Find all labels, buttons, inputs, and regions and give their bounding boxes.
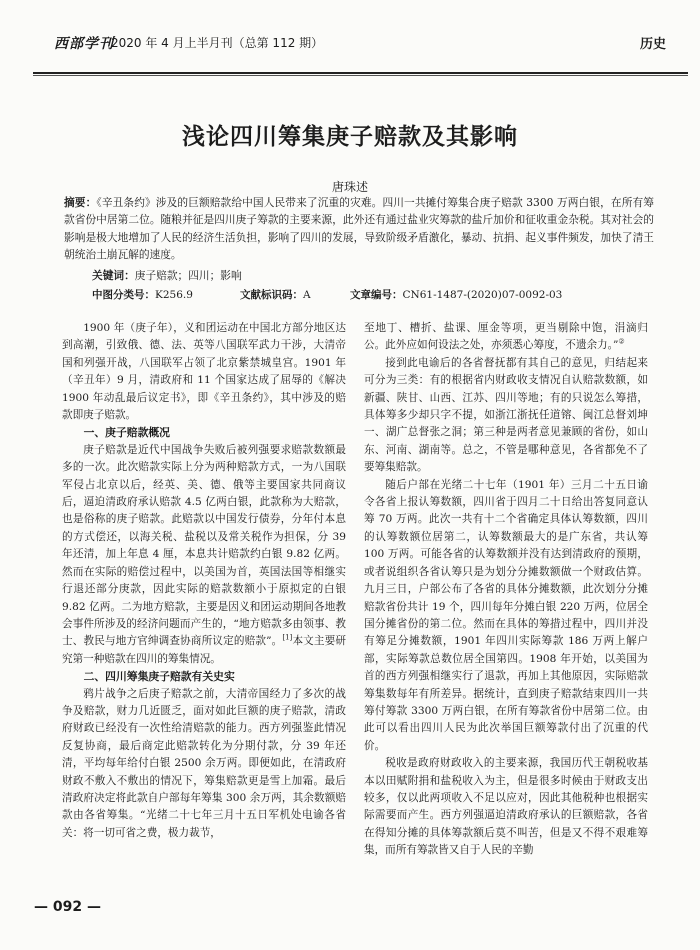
body-paragraph: 鸦片战争之后庚子赔款之前，大清帝国经力了多次的战争及赔款，财力几近匮乏，面对如此巨额的庚子赔款，清政府财政已经没有一次性给清赔款的能力。西方列强鉴此情况反复协商，最后商定此赔款转化为分期付款，分 39 年还清，平均每年给付白银 2500 余万两。即便如此，在清政府财政不敷入不敷出的情况下，筹集赔款更是雪上加霜。最后清政府决定将此款自户部每年筹集 300 余万两，其余数额赔款由各省筹集。“光绪二十七年三月十五日军机处电谕各省关：将一切可省之费，极力裁节，	[62, 687, 346, 839]
keywords	[92, 268, 242, 283]
document-code	[240, 287, 311, 302]
header-rule-thin	[33, 75, 688, 76]
journal-brand: 西部学刊	[54, 36, 114, 52]
abstract-text: 《辛丑条约》涉及的巨额赔款给中国人民带来了沉重的灾难。四川一共摊付筹集合庚子赔款 3300 万两白银，在所有筹款省份中居第二位。随粮并征是四川庚子筹款的主要来源，此外还有通过盐业灾筹款的盐斤加价和征收重金杂税。其对社会的影响是极大地增加了人民的经济生活负担，影响了四川的发展，导致阶级矛盾激化，暴动、抗捐、起义事件频发，加快了清王朝统治土崩瓦解的速度。	[64, 196, 654, 261]
clc-number	[92, 287, 193, 302]
section-heading-2: 二、四川筹集庚子赔款有关史实	[83, 670, 235, 684]
body-paragraph: 接到此电谕后的各省督抚都有其自己的意见，归结起来可分为三类：有的根据省内财政收支情况自认赔款数额，如新疆、陕甘、山西、江苏、四川等地；有的只说怎么筹措，具体筹多少却只字不提，如浙江浙抚任道镕、闽江总督刘坤一、湖广总督张之洞；第三种是两者意见兼顾的省份，如山东、河南、湖南等。总之，不管是哪种意见，各省都免不了要筹集赔款。	[364, 356, 648, 474]
body-paragraph: 庚子赔款是近代中国战争失败后被列强要求赔款数额最多的一次。此次赔款实际上分为两种赔款方式，一为八国联军侵占北京以后，经英、美、德、俄等主要国家共同商议后，逼迫清政府承认赔款 4.5 亿两白银，此款称为大赔款，也是俗称的庚子赔款。此赔款以中国发行债券，分年付本息的方式偿还，以海关税、盐税以及常关税作为担保，分 39 年还清，加上年息 4 厘，本息共计赔款约白银 9.82 亿两。然而在实际的赔偿过程中，以美国为首，英国法国等相继实行退还部分庚款，因此实际的赔款数额小于原拟定的白银 9.82 亿两。二为地方赔款，主要是因义和团运动期间各地教会事件所涉及的经济问题而产生的，“地方赔款多由领事、教士、教民与地方官绅调查协商所议定的赔款”。[1]本文主要研究第一种赔款在四川的筹集情况。	[62, 443, 346, 665]
abstract	[64, 194, 654, 263]
body-paragraph: 随后户部在光绪二十七年（1901 年）三月二十五日谕令各省上报认筹数额，四川省于四月二十日给出答复同意认筹 70 万两。此次一共有十二个省确定具体认筹数额，四川的认筹数额位居第二，认筹数额最大的是广东省，共认筹 100 万两。可能各省的认筹数额并没有达到清政府的预期，或者说组织各省认筹只是为划分分摊数额做一个财政估算。九月三日，户部公布了各省的具体分摊数额，此次划分分摊赔款省份共计 19 个，四川每年分摊白银 220 万两，位居全国分摊省份的第二位。然而在具体的筹措过程中，四川并没有筹足分摊数额，1901 年四川实际筹款 186 万两上解户部，实际筹款总数位居全国第四。1908 年开始，以美国为首的西方列强相继实行了退款，再加上其他原因，实际赔款筹集数每年有所差异。据统计，直到庚子赔款结束四川一共筹付筹款 3300 万两白银，在所有筹款省份中居第二位。由此可以看出四川人民为此次举国巨额筹款付出了沉重的代价。	[364, 478, 648, 752]
keywords-text: 庚子赔款；四川；影响	[134, 269, 242, 282]
body-column-right	[364, 320, 648, 860]
section-label: 历史	[639, 37, 666, 52]
page-number: — 092 —	[34, 899, 101, 915]
keywords-label: 关键词：	[92, 269, 135, 282]
section-heading-1: 一、庚子赔款概况	[83, 426, 170, 440]
article-author: 唐珠述	[331, 180, 368, 194]
article-number-value: CN61-1487-(2020)07-0092-03	[402, 289, 563, 301]
article-number	[350, 287, 562, 302]
citation-ref: [1]	[282, 633, 293, 642]
body-paragraph: 税收是政府财政收入的主要来源，我国历代王朝税收基本以田赋附捐和盐税收入为主，但是很多时候由于财政支出较多，仅以此两项收入不足以应对，因此其他税种也根据实际需要而产生。西方列强逼迫清政府承认的巨额赔款，各省在得知分摊的具体筹款额后莫不叫苦，但是又不得不艰难筹集，而所有筹款皆又自于人民的辛勤	[364, 757, 648, 857]
article-number-label: 文章编号：	[350, 289, 403, 301]
abstract-label: 摘要：	[64, 196, 97, 209]
clc-value: K256.9	[155, 289, 193, 301]
header-rule-thick	[33, 72, 688, 74]
body-paragraph: 至地丁、槽折、盐课、厘金等项，更当剔除中饱，涓滴归公。此外应如何设法之处，亦须悉心筹度，不遗余力。”②	[364, 322, 648, 352]
footnote-ref: ②	[618, 337, 625, 346]
clc-label: 中图分类号：	[92, 289, 155, 301]
doc-code-label: 文献标识码：	[240, 289, 303, 301]
running-header	[18, 30, 680, 52]
body-paragraph: 1900 年（庚子年），义和团运动在中国北方部分地区达到高潮，引致俄、德、法、英等八国联军武力干涉，大清帝国和列强开战，八国联军占领了北京紫禁城皇宫。1901 年（辛丑年）9 月，清政府和 11 个国家达成了屈辱的《解决 1900 年动乱最后议定书》，即《辛丑条约》，其中涉及的赔款即庚子赔款。	[62, 322, 346, 422]
body-column-left	[62, 320, 346, 842]
article-title: 浅论四川筹集庚子赔款及其影响	[182, 124, 518, 150]
issue-info: 2020 年 4 月上半月刊（总第 112 期）	[111, 36, 324, 50]
doc-code-value: A	[303, 289, 311, 301]
